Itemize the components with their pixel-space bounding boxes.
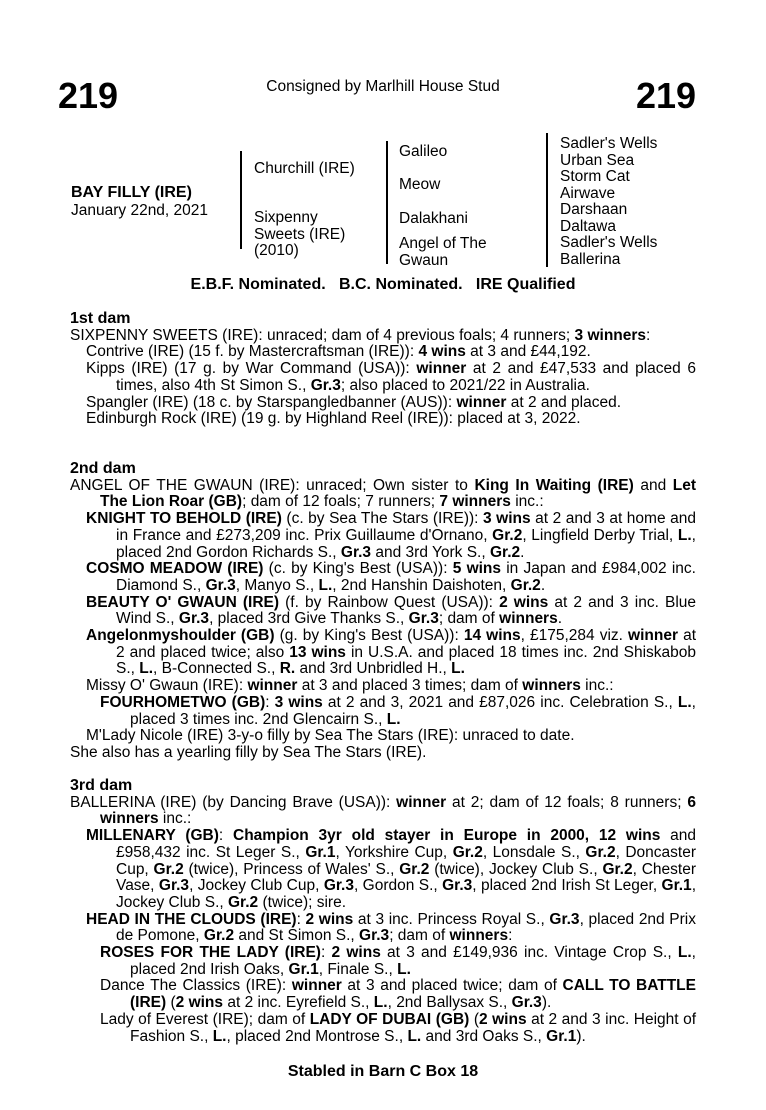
text: , Gordon S., (353, 877, 443, 895)
bold-text: Gr.3 (323, 877, 354, 895)
bold-text: FOURHOMETWO (GB) (100, 693, 266, 711)
text: (c. by Sea The Stars (IRE)): (281, 510, 484, 528)
text: inc.: (510, 493, 544, 511)
bold-text: Gr.3 (310, 376, 341, 394)
text: , 2nd Ballysax S., (387, 994, 512, 1012)
pedigree-third-generation: Sadler's Wells Urban Sea Storm Cat Airwave Darshaan Daltawa Sadler's Wells Ballerina (560, 135, 658, 268)
bold-text: L. (212, 1027, 227, 1045)
horse-name: BAY FILLY (IRE) (71, 184, 192, 201)
bold-text: COSMO MEADOW (IRE) (86, 560, 264, 578)
text: ). (541, 994, 552, 1012)
bold-text: L. (407, 1027, 422, 1045)
pedigree-paragraph (70, 978, 696, 1011)
text: in Japan and £984,002 inc. Diamond S., (116, 560, 696, 594)
pedigree-bracket-3 (546, 133, 548, 267)
bold-text: Gr.2 (489, 543, 521, 561)
text: (c. by King's Best (USA)): (263, 560, 453, 578)
bold-text: Gr.3 (158, 877, 190, 895)
pedigree-paragraph (70, 628, 696, 678)
bold-text: Champion 3yr old stayer in Europe in 2000, 12 wins (233, 827, 661, 845)
first-dam-progeny (70, 344, 696, 428)
text: ; also placed to 2021/22 in Australia. (340, 376, 590, 394)
bold-text: Gr.2 (510, 576, 541, 594)
bold-text: winner (291, 977, 342, 995)
bold-text: Gr.3 (205, 576, 236, 594)
text: . (557, 610, 563, 628)
text: and (633, 476, 673, 494)
pedigree-sire-sire: Galileo (399, 143, 448, 160)
text: (g. by King's Best (USA)): (274, 627, 464, 645)
text: : (646, 326, 651, 344)
bold-text: HEAD IN THE CLOUDS (IRE) (86, 910, 297, 928)
bold-text: Gr.1 (305, 843, 336, 861)
pedigree-paragraph (70, 561, 696, 594)
bold-text: Gr.3 (511, 994, 542, 1012)
bold-text: Gr.2 (228, 893, 259, 911)
bold-text: Gr.3 (442, 877, 473, 895)
bold-text: L. (677, 526, 692, 544)
text: ANGEL OF THE GWAUN (IRE): unraced; Own sister to (70, 476, 475, 494)
pedigree-paragraph (70, 945, 696, 978)
bold-text: Gr.3 (408, 610, 439, 628)
bold-text: winner (416, 360, 467, 378)
third-dam-heading: 3rd dam (70, 777, 133, 794)
bold-text: Gr.3 (178, 610, 210, 628)
text: Kipps (IRE) (17 g. by War Command (USA)): (86, 360, 417, 378)
text: ; dam of (438, 610, 500, 628)
text: (twice), Princess of Wales' S., (183, 860, 400, 878)
lot-number-right: 219 (636, 75, 697, 116)
text: inc.: (580, 677, 614, 695)
text: , £175,284 viz. (520, 627, 629, 645)
text: inc.: (158, 810, 192, 828)
text: at 2 and 3, 2021 and £87,026 inc. Celebration S., (322, 693, 678, 711)
text: at 3 and £149,936 inc. Vintage Crop S., (380, 944, 678, 962)
pedigree-paragraph (70, 745, 696, 762)
text: , placed 2nd Gordon Richards S., (116, 526, 696, 561)
text: at 2; dam of 12 foals; 8 runners; (446, 793, 688, 811)
text: in U.S.A. and placed 18 times inc. 2nd Shiskabob S., (116, 643, 696, 678)
progeny-entry (70, 411, 696, 428)
bold-text: winner (628, 627, 678, 645)
bold-text: winner (456, 393, 507, 411)
bold-text: Gr.2 (203, 927, 235, 945)
text: at 2 and £47,533 and placed 6 times, also 4th St Simon S., (116, 360, 696, 394)
bold-text: Gr.3 (340, 543, 372, 561)
text: at 2 and 3 at home and in France and £273,209 inc. Prix Guillaume d'Ornano, (116, 510, 696, 544)
text: : (296, 910, 306, 928)
bold-text: Gr.2 (399, 860, 430, 878)
bold-text: 2 wins (499, 593, 549, 611)
bold-text: 3 wins (483, 510, 531, 528)
bold-text: winners (449, 927, 509, 945)
bold-text: Gr.3 (549, 910, 580, 928)
text: , placed 3rd Give Thanks S., (209, 610, 409, 628)
pedigree-sire-dam: Meow (399, 176, 441, 193)
text: Contrive (IRE) (15 f. by Mastercraftsman (IRE)): (86, 343, 419, 361)
text: , placed 2nd Irish St Leger, (472, 877, 662, 895)
text: and 3rd York S., (371, 543, 490, 561)
pedigree-dam: Sixpenny Sweets (IRE) (2010) (254, 209, 346, 259)
first-dam-section (70, 311, 696, 428)
text: (f. by Rainbow Quest (USA)): (279, 593, 500, 611)
pedigree-paragraph (70, 478, 696, 511)
first-dam-intro (70, 328, 696, 345)
text: and 3rd Oaks S., (421, 1027, 547, 1045)
bold-text: winners (522, 677, 581, 695)
bold-text: L. (386, 710, 401, 728)
text: at 2 and 3 inc. Height of Fashion S., (130, 1010, 697, 1045)
bold-text: L. (139, 660, 154, 678)
second-dam-section (70, 461, 696, 762)
bold-text: Gr.1 (661, 877, 692, 895)
text: , placed 2nd Montrose S., (226, 1027, 408, 1045)
stabling-info: Stabled in Barn C Box 18 (287, 1063, 479, 1080)
second-dam-text (70, 478, 696, 762)
pedigree-paragraph (70, 728, 696, 745)
pedigree-bracket-2 (386, 141, 388, 264)
bold-text: L. (318, 576, 333, 594)
pedigree-dam-dam: Angel of The Gwaun (399, 235, 487, 269)
bold-text: 13 wins (289, 643, 346, 661)
bold-text: 5 wins (452, 560, 502, 578)
text: , Finale S., (318, 960, 398, 978)
bold-text: L. (397, 960, 411, 978)
consignor: Consigned by Marlhill House Stud (266, 78, 500, 95)
text: , Doncaster Cup, (116, 843, 697, 878)
bold-text: 3 wins (274, 693, 323, 711)
bold-text: Let The Lion Roar (GB) (100, 476, 696, 511)
text: ; dam of 12 foals; 7 runners; (242, 493, 440, 511)
bold-text: KNIGHT TO BEHOLD (IRE) (86, 510, 282, 528)
progeny-entry (70, 395, 696, 412)
bold-text: Gr.2 (452, 843, 483, 861)
pedigree-paragraph (70, 595, 696, 628)
text: at 3 inc. Princess Royal S., (353, 910, 550, 928)
bold-text: Gr.2 (492, 526, 523, 544)
bold-text: 2 wins (175, 994, 224, 1012)
text: : (320, 944, 332, 962)
bold-text: King In Waiting (IRE) (474, 476, 634, 494)
text: at 3 and £44,192. (465, 343, 591, 361)
text: . (540, 576, 546, 594)
bold-text: ROSES FOR THE LADY (IRE) (100, 944, 321, 962)
text: : (218, 827, 233, 845)
bold-text: Gr.3 (359, 927, 390, 945)
text: (twice); sire. (258, 893, 347, 911)
bold-text: 2 wins (331, 944, 381, 962)
pedigree-sire: Churchill (IRE) (254, 160, 355, 177)
text: , Lonsdale S., (482, 843, 586, 861)
text: , Yorkshire Cup, (335, 843, 453, 861)
text: . (520, 543, 525, 561)
text: , 2nd Hanshin Daishoten, (332, 576, 511, 594)
bold-text: winners (499, 610, 558, 628)
text: and £958,432 inc. St Leger S., (116, 827, 696, 861)
text: She also has a yearling filly by Sea The Stars (IRE). (70, 743, 427, 761)
bold-text: L. (677, 693, 692, 711)
text: , placed 2nd Prix de Pomone, (116, 910, 697, 945)
bold-text: Gr.1 (288, 960, 319, 978)
bold-text: BEAUTY O' GWAUN (IRE) (86, 593, 280, 611)
text: and St Simon S., (234, 927, 360, 945)
first-dam-heading: 1st dam (70, 310, 131, 327)
bold-text: L. (373, 994, 388, 1012)
bold-text: 2 wins (305, 910, 354, 928)
third-dam-section (70, 778, 696, 1045)
bold-text: 6 winners (100, 793, 696, 828)
text: , B-Connected S., (153, 660, 280, 678)
text: at 3 and placed twice; dam of (341, 977, 563, 995)
bold-text: L. (451, 660, 465, 678)
text: at 2 and placed twice; also (116, 627, 697, 661)
bold-text: Angelonmyshoulder (GB) (86, 627, 275, 645)
bold-text: 3 winners (574, 326, 647, 344)
text: at 3 and placed 3 times; dam of (297, 677, 523, 695)
bold-text: 7 winners (439, 493, 511, 511)
progeny-entry (70, 361, 696, 394)
text: and 3rd Unbridled H., (295, 660, 452, 678)
bold-text: LADY OF DUBAI (GB) (309, 1010, 470, 1028)
pedigree-paragraph (70, 912, 696, 945)
third-dam-text (70, 795, 696, 1046)
text: Edinburgh Rock (IRE) (19 g. by Highland Reel (IRE)): placed at 3, 2022. (86, 410, 581, 428)
text: , Jockey Club S., (116, 877, 696, 911)
text: BALLERINA (IRE) (by Dancing Brave (USA)): (70, 793, 397, 811)
bold-text: Gr.2 (585, 843, 616, 861)
pedigree-paragraph (70, 511, 696, 561)
horse-dob: January 22nd, 2021 (71, 202, 209, 219)
text: , placed 2nd Irish Oaks, (130, 944, 696, 978)
text: ; dam of (389, 927, 450, 945)
bold-text: 14 wins (463, 627, 521, 645)
text: Missy O' Gwaun (IRE): (86, 677, 248, 695)
text: , placed 3 times inc. 2nd Glencairn S., (130, 693, 696, 728)
bold-text: 4 wins (418, 343, 466, 361)
text: ( (166, 994, 176, 1012)
nominations: E.B.F. Nominated. B.C. Nominated. IRE Qualified (190, 276, 576, 293)
text: M'Lady Nicole (IRE) 3-y-o filly by Sea The Stars (IRE): unraced to date. (86, 727, 575, 745)
bold-text: Gr.2 (602, 860, 633, 878)
text: ( (469, 1010, 479, 1028)
text: Dance The Classics (IRE): (100, 977, 292, 995)
bold-text: winner (247, 677, 298, 695)
text: : (508, 927, 513, 945)
bold-text: winner (396, 793, 447, 811)
text: at 2 and 3 inc. Blue Wind S., (116, 593, 696, 628)
bold-text: CALL TO BATTLE (IRE) (130, 977, 696, 1012)
text: , Manyo S., (235, 576, 319, 594)
pedigree-paragraph (70, 1012, 696, 1045)
lot-number-left: 219 (58, 75, 119, 116)
bold-text: MILLENARY (GB) (86, 827, 219, 845)
bold-text: L. (677, 944, 692, 962)
progeny-entry (70, 344, 696, 361)
pedigree-dam-sire: Dalakhani (399, 210, 468, 227)
pedigree-paragraph (70, 828, 696, 912)
text: (twice), Jockey Club S., (429, 860, 603, 878)
bold-text: Gr.2 (153, 860, 184, 878)
text: at 2 inc. Eyrefield S., (223, 994, 374, 1012)
text: Spangler (IRE) (18 c. by Starspangledbanner (AUS)): (86, 393, 457, 411)
text: SIXPENNY SWEETS (IRE): unraced; dam of 4 previous foals; 4 runners; (70, 326, 575, 344)
pedigree-paragraph (70, 795, 696, 828)
pedigree-paragraph (70, 695, 696, 728)
bold-text: Gr.1 (546, 1027, 577, 1045)
text: , Chester Vase, (116, 860, 696, 895)
text: Lady of Everest (IRE); dam of (100, 1010, 310, 1028)
text: , Lingfield Derby Trial, (522, 526, 678, 544)
bold-text: R. (279, 660, 296, 678)
pedigree-paragraph (70, 678, 696, 695)
text: : (265, 693, 275, 711)
pedigree-bracket-1 (240, 151, 242, 249)
text: ). (576, 1027, 586, 1045)
second-dam-heading: 2nd dam (70, 460, 136, 477)
text: at 2 and placed. (506, 393, 622, 411)
bold-text: 2 wins (478, 1010, 527, 1028)
text: , Jockey Club Cup, (189, 877, 324, 895)
